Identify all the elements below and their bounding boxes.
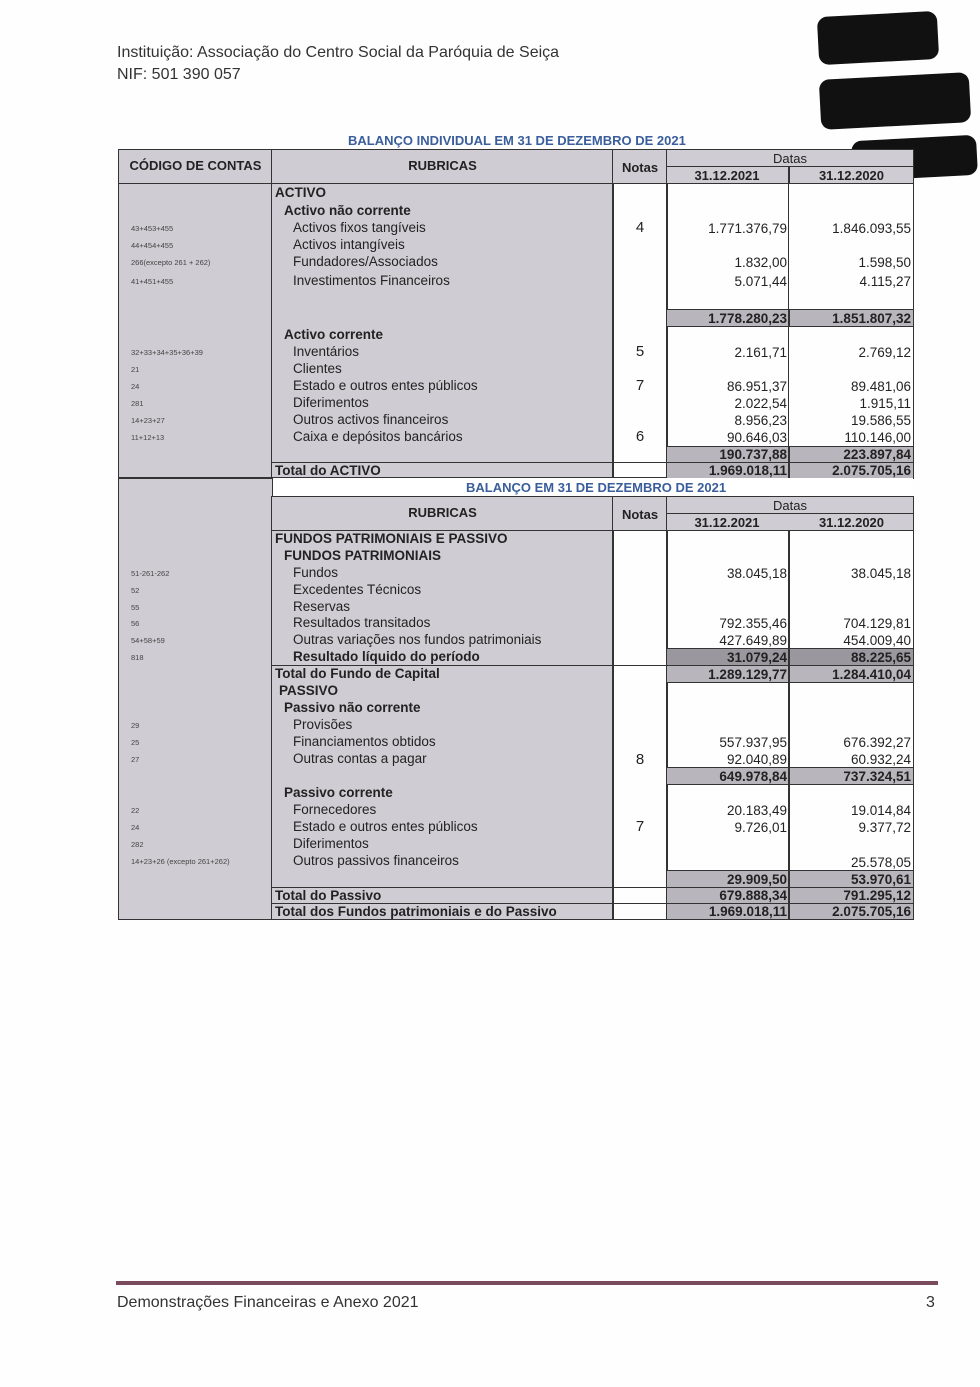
- value-2020: 60.932,24: [850, 752, 911, 767]
- page-number: 3: [926, 1294, 935, 1311]
- value-2020: 88.225,65: [850, 650, 911, 665]
- row-note: 8: [635, 751, 645, 768]
- row-label: Activos intangíveis: [293, 237, 405, 252]
- row-label: Estado e outros entes públicos: [293, 819, 478, 834]
- value-2020: 38.045,18: [850, 566, 911, 581]
- value-2020: 676.392,27: [843, 735, 911, 750]
- total-activo-label: Total do ACTIVO: [275, 463, 381, 478]
- account-code: 52: [131, 586, 140, 595]
- row-label: Clientes: [293, 361, 342, 376]
- value-2021: 9.726,01: [734, 820, 787, 835]
- subtotal-pc-2020: 53.970,61: [850, 872, 911, 887]
- section-passivo-corrente: Passivo corrente: [284, 785, 393, 800]
- row-label: Diferimentos: [293, 395, 369, 410]
- value-2021: 2.022,54: [734, 396, 787, 411]
- account-code: 56: [131, 619, 140, 628]
- col-notas-label-2: Notas: [621, 507, 659, 522]
- value-2021: 792.355,46: [719, 616, 787, 631]
- row-label: Outras contas a pagar: [293, 751, 427, 766]
- date-2020: 31.12.2020: [818, 168, 885, 183]
- date-2020: 31.12.2020: [818, 515, 885, 530]
- value-2020: 2.769,12: [858, 345, 911, 360]
- row-label: Fornecedores: [293, 802, 377, 817]
- section-fp-passivo: FUNDOS PATRIMONIAIS E PASSIVO: [275, 531, 508, 546]
- total-fp-2020: 1.284.410,04: [832, 667, 911, 682]
- datas-divider: [666, 513, 914, 514]
- value-2020: 4.115,27: [859, 274, 911, 289]
- value-2021: 2.161,71: [734, 345, 787, 360]
- row-label: Resultados transitados: [293, 615, 431, 630]
- value-2020: 19.586,55: [850, 413, 911, 428]
- row-label: Diferimentos: [293, 836, 369, 851]
- total-fp-passivo-label: Total dos Fundos patrimoniais e do Passivo: [275, 904, 557, 919]
- redaction-mark: [817, 11, 939, 65]
- value-2020: 9.377,72: [858, 820, 911, 835]
- subtotal-nc-2020: 1.851.807,32: [832, 311, 911, 326]
- row-label: Provisões: [293, 717, 353, 732]
- total-fp-2021: 1.289.129,77: [708, 667, 787, 682]
- value-2021: 557.937,95: [719, 735, 787, 750]
- date-2021: 31.12.2021: [694, 168, 760, 183]
- notes-column: [612, 496, 668, 920]
- value-2020: 110.146,00: [844, 430, 911, 445]
- row-label: Activos fixos tangíveis: [293, 220, 426, 235]
- date-2021: 31.12.2021: [694, 515, 760, 530]
- section-activo-corrente: Activo corrente: [284, 327, 384, 342]
- subtotal-pc-2021: 29.909,50: [726, 872, 787, 887]
- institution-name: Instituição: Associação do Centro Social da Paróquia de Seiça: [117, 44, 560, 61]
- row-label: Reservas: [293, 599, 351, 614]
- row-label: Fundos: [293, 565, 339, 580]
- value-2021: 31.079,24: [726, 650, 787, 665]
- row-note: 5: [635, 343, 645, 360]
- row-label: Investimentos Financeiros: [293, 273, 450, 288]
- account-code: 282: [131, 840, 144, 849]
- section-passivo: PASSIVO: [279, 683, 339, 698]
- total-activo-2021: 1.969.018,11: [708, 463, 787, 478]
- value-2021: 92.040,89: [726, 752, 787, 767]
- account-code: 44+454+455: [131, 241, 174, 250]
- account-code: 27: [131, 755, 140, 764]
- row-label: Outras variações nos fundos patrimoniais: [293, 632, 542, 647]
- value-2020: 1.598,50: [858, 255, 911, 270]
- account-code: 11+12+13: [131, 433, 165, 442]
- row-note: 7: [635, 377, 645, 394]
- footer-rule: [116, 1281, 938, 1285]
- value-2021: 86.951,37: [726, 379, 787, 394]
- subtotal-pnc-2020: 737.324,51: [843, 769, 911, 784]
- row-label: Outros passivos financeiros: [293, 853, 459, 868]
- total-fp-passivo-2020: 2.075.705,16: [832, 904, 911, 919]
- account-code: 55: [131, 603, 140, 612]
- datas-divider: [666, 166, 914, 167]
- col-datas-label: Datas: [773, 151, 807, 166]
- subtotal-c-2021: 190.737,88: [719, 447, 787, 462]
- total-fp-label: Total do Fundo de Capital: [275, 666, 440, 681]
- row-note: 7: [635, 818, 645, 835]
- subtotal-pnc-2021: 649.978,84: [719, 769, 787, 784]
- section-passivo-nao-corrente: Passivo não corrente: [284, 700, 421, 715]
- total-fp-passivo-2021: 1.969.018,11: [708, 904, 787, 919]
- value-2020: 704.129,81: [843, 616, 911, 631]
- account-code: 29: [131, 721, 140, 730]
- value-2020: 1.915,11: [859, 396, 911, 411]
- account-code: 14+23+27: [131, 416, 165, 425]
- section-activo-nao-corrente: Activo não corrente: [284, 203, 411, 218]
- col-notas-label: Notas: [621, 160, 659, 175]
- value-2021: 20.183,49: [726, 803, 787, 818]
- value-2020: 19.014,84: [850, 803, 911, 818]
- section-fundos-patrimoniais: FUNDOS PATRIMONIAIS: [284, 548, 441, 563]
- value-2020: 454.009,40: [843, 633, 911, 648]
- value-2021: 90.646,03: [726, 430, 787, 445]
- value-2020: 25.578,05: [850, 855, 911, 870]
- codes-column: [118, 149, 273, 478]
- account-code: 51-261-262: [131, 569, 170, 578]
- balance-sheet-title-2: BALANÇO EM 31 DE DEZEMBRO DE 2021: [466, 480, 727, 495]
- nif-number: NIF: 501 390 057: [117, 66, 241, 83]
- value-2020: 1.846.093,55: [832, 221, 911, 236]
- account-code: 32+33+34+35+36+39: [131, 348, 203, 357]
- subtotal-c-2020: 223.897,84: [843, 447, 911, 462]
- row-label: Inventários: [293, 344, 360, 359]
- total-passivo-label: Total do Passivo: [275, 888, 382, 903]
- row-label: Financiamentos obtidos: [293, 734, 436, 749]
- account-code: 43+453+455: [131, 224, 174, 233]
- value-2021: 1.832,00: [734, 255, 787, 270]
- row-label: Caixa e depósitos bancários: [293, 429, 463, 444]
- row-note: 6: [635, 428, 645, 445]
- account-code: 266(excepto 261 + 262): [131, 258, 211, 267]
- account-code: 24: [131, 823, 140, 832]
- col-codes-label: CÓDIGO DE CONTAS: [129, 158, 262, 173]
- row-label: Excedentes Técnicos: [293, 582, 422, 597]
- total-passivo-2021: 679.888,34: [719, 888, 787, 903]
- account-code: 54+58+59: [131, 636, 165, 645]
- account-code: 25: [131, 738, 140, 747]
- value-2021: 427.649,89: [719, 633, 787, 648]
- row-label: Resultado líquido do período: [293, 649, 480, 664]
- total-activo-2020: 2.075.705,16: [832, 463, 911, 478]
- row-label: Fundadores/Associados: [293, 254, 438, 269]
- account-code: 281: [131, 399, 144, 408]
- account-code: 818: [131, 653, 144, 662]
- section-activo: ACTIVO: [275, 185, 327, 200]
- value-2021: 5.071,44: [734, 274, 787, 289]
- row-label: Outros activos financeiros: [293, 412, 449, 427]
- subtotal-nc-2021: 1.778.280,23: [708, 311, 787, 326]
- codes-column: [118, 478, 273, 920]
- value-2021: 1.771.376,79: [708, 221, 787, 236]
- account-code: 14+23+26 (excepto 261+262): [131, 857, 230, 866]
- col-rubricas-label-2: RUBRICAS: [408, 505, 477, 520]
- value-2021: 8.956,23: [734, 413, 787, 428]
- value-2021: 38.045,18: [726, 566, 787, 581]
- value-2020: 89.481,06: [850, 379, 911, 394]
- account-code: 41+451+455: [131, 277, 174, 286]
- col-datas-label-2: Datas: [773, 498, 807, 513]
- balance-sheet-title: BALANÇO INDIVIDUAL EM 31 DE DEZEMBRO DE 2021: [348, 133, 686, 148]
- footer-title: Demonstrações Financeiras e Anexo 2021: [117, 1294, 419, 1311]
- account-code: 24: [131, 382, 140, 391]
- account-code: 22: [131, 806, 140, 815]
- row-note: 4: [635, 219, 645, 236]
- total-passivo-2020: 791.295,12: [843, 888, 911, 903]
- account-code: 21: [131, 365, 140, 374]
- col-rubricas-label: RUBRICAS: [408, 158, 477, 173]
- row-label: Estado e outros entes públicos: [293, 378, 478, 393]
- redaction-mark: [819, 72, 971, 130]
